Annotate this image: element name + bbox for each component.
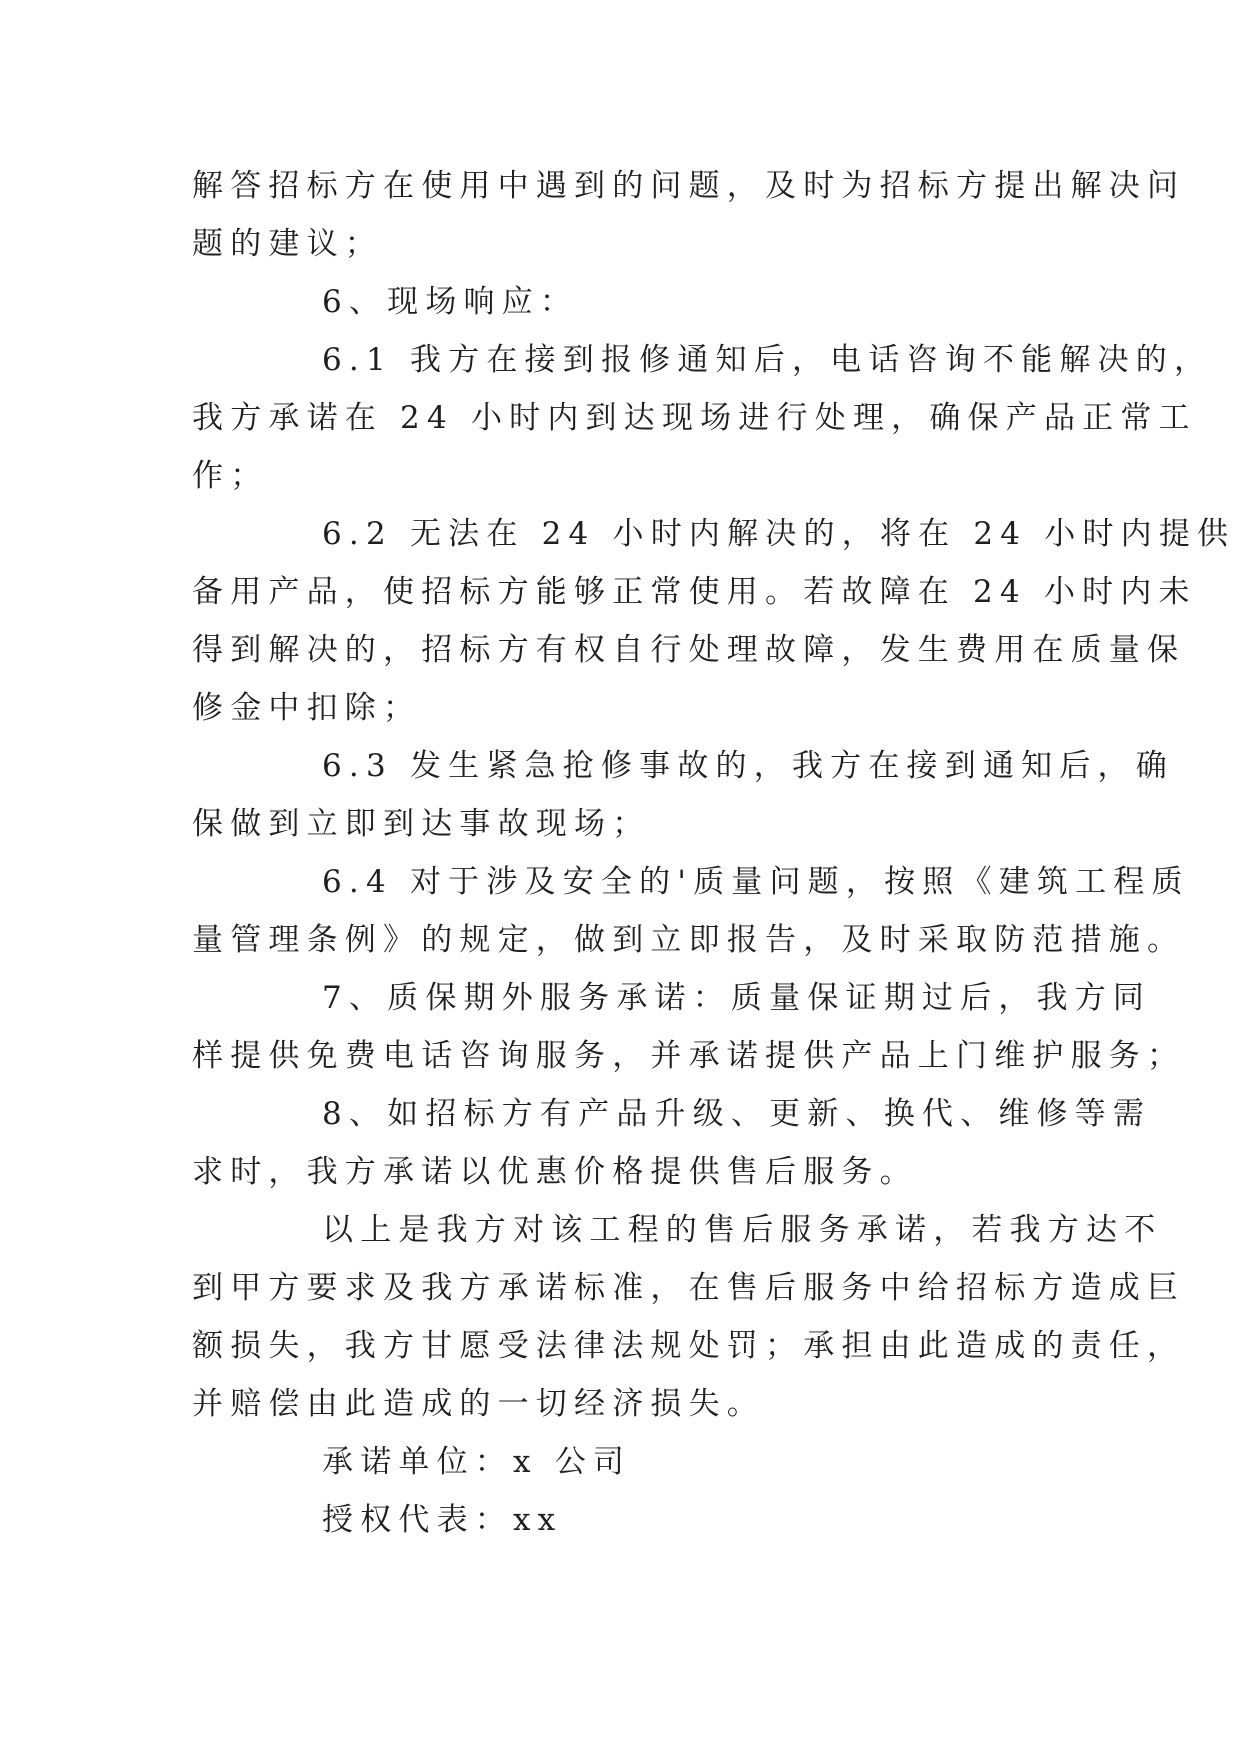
text-line: 6.2 无法在 24 小时内解决的，将在 24 小时内提供: [322, 516, 1236, 552]
signature-representative: 授权代表：xx: [322, 1502, 563, 1538]
text-line: 额损失，我方甘愿受法律法规处罚；承担由此造成的责任，: [192, 1328, 1186, 1364]
text-line: 保做到立即到达事故现场；: [192, 806, 651, 842]
text-line: 修金中扣除；: [192, 690, 422, 726]
text-line: 得到解决的，招标方有权自行处理故障，发生费用在质量保: [192, 632, 1186, 668]
text-line: 并赔偿由此造成的一切经济损失。: [192, 1386, 765, 1422]
text-line: 7、质保期外服务承诺：质量保证期过后，我方同: [322, 980, 1152, 1016]
text-line: 以上是我方对该工程的售后服务承诺，若我方达不: [322, 1212, 1163, 1248]
text-line: 量管理条例》的规定，做到立即报告，及时采取防范措施。: [192, 922, 1186, 958]
text-line: 解答招标方在使用中遇到的问题，及时为招标方提出解决问: [192, 168, 1186, 204]
text-line: 6.1 我方在接到报修通知后，电话咨询不能解决的，: [322, 342, 1213, 378]
text-line: 备用产品，使招标方能够正常使用。若故障在 24 小时内未: [192, 574, 1197, 610]
section-heading: 6、现场响应：: [322, 284, 579, 320]
text-line: 我方承诺在 24 小时内到达现场进行处理，确保产品正常工: [192, 400, 1197, 436]
text-line: 8、如招标方有产品升级、更新、换代、维修等需: [322, 1096, 1152, 1132]
text-line: 求时，我方承诺以优惠价格提供售后服务。: [192, 1154, 918, 1190]
text-line: 作；: [192, 458, 269, 494]
signature-company: 承诺单位：x 公司: [322, 1444, 632, 1480]
text-line: 6.4 对于涉及安全的'质量问题，按照《建筑工程质: [322, 864, 1190, 900]
text-line: 样提供免费电话咨询服务，并承诺提供产品上门维护服务；: [192, 1038, 1186, 1074]
text-line: 6.3 发生紧急抢修事故的，我方在接到通知后，确: [322, 748, 1174, 784]
text-line: 题的建议；: [192, 226, 383, 262]
text-line: 到甲方要求及我方承诺标准，在售后服务中给招标方造成巨: [192, 1270, 1186, 1306]
